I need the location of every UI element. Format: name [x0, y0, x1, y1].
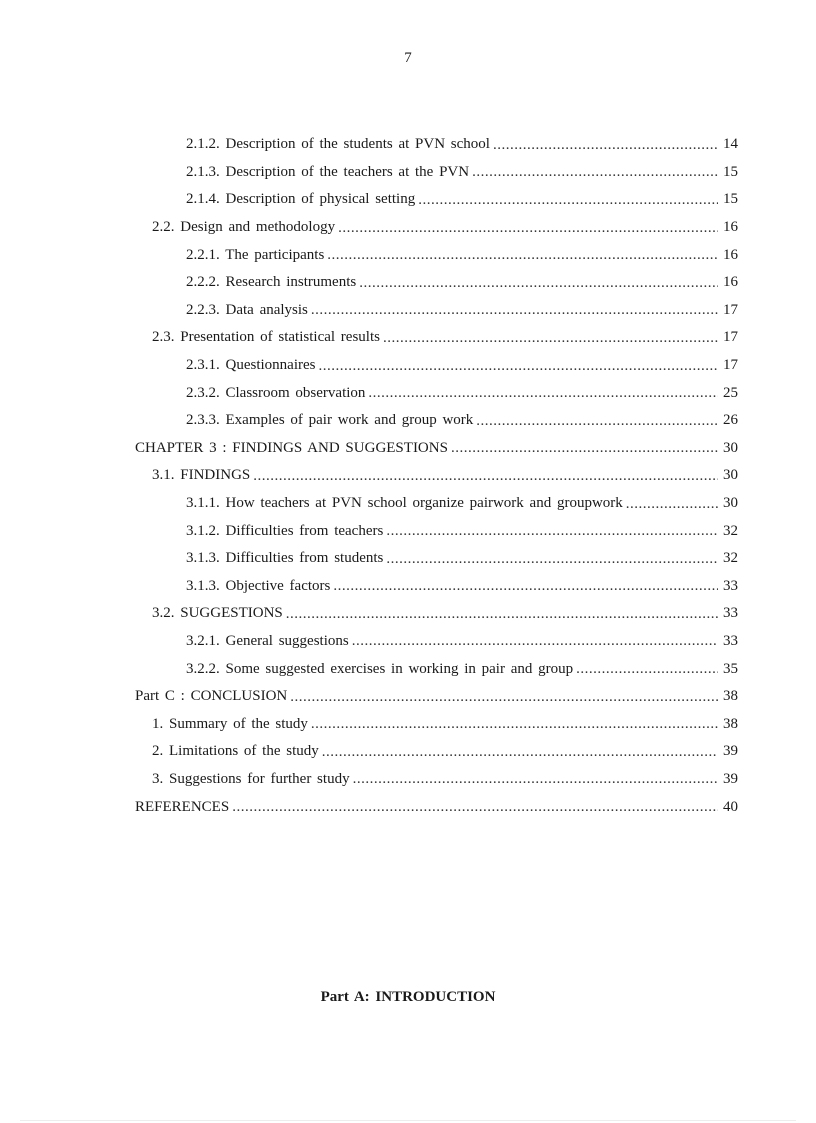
- toc-entry-title: 2.3.2. Classroom observation: [186, 384, 366, 401]
- toc-entry-title: 2.3. Presentation of statistical results: [152, 329, 380, 346]
- toc-entry: [0, 738, 816, 766]
- toc-dot-leader: [232, 798, 718, 816]
- toc-dot-leader: [626, 495, 718, 513]
- toc-entry-title: 2.1.2. Description of the students at PVN school: [186, 136, 490, 153]
- toc-entry-page-number: 16: [723, 246, 738, 263]
- toc-entry-page-number: 16: [723, 274, 738, 291]
- toc-dot-leader: [359, 274, 718, 292]
- toc-entry: [0, 159, 816, 187]
- toc-entry: [0, 600, 816, 628]
- toc-entry: [0, 131, 816, 159]
- toc-entry-title: 3.1.3. Difficulties from students: [186, 550, 384, 567]
- toc-entry: [0, 517, 816, 545]
- toc-dot-leader: [386, 550, 718, 568]
- toc-entry-page-number: 32: [723, 550, 738, 567]
- toc-entry: [0, 683, 816, 711]
- toc-entry: [0, 435, 816, 463]
- toc-dot-leader: [253, 467, 718, 485]
- toc-dot-leader: [472, 163, 718, 181]
- toc-dot-leader: [418, 191, 718, 209]
- toc-entry-page-number: 26: [723, 412, 738, 429]
- toc-entry-page-number: 16: [723, 219, 738, 236]
- toc-entry-title: 3.2.1. General suggestions: [186, 632, 349, 649]
- toc-entry-title: Part C : CONCLUSION: [135, 688, 288, 705]
- toc-dot-leader: [383, 329, 718, 347]
- toc-entry-page-number: 25: [723, 384, 738, 401]
- toc-entry: [0, 573, 816, 601]
- toc-entry-page-number: 33: [723, 605, 738, 622]
- toc-entry-title: 3.2. SUGGESTIONS: [152, 605, 283, 622]
- toc-entry-page-number: 39: [723, 770, 738, 787]
- toc-entry-page-number: 17: [723, 357, 738, 374]
- toc-entry-title: 2.3.3. Examples of pair work and group work: [186, 412, 474, 429]
- table-of-contents: [0, 131, 816, 821]
- toc-entry: [0, 352, 816, 380]
- toc-dot-leader: [368, 384, 718, 402]
- toc-entry-page-number: 33: [723, 577, 738, 594]
- toc-entry-title: 2.2.1. The participants: [186, 246, 325, 263]
- toc-entry-page-number: 15: [723, 191, 738, 208]
- toc-entry: [0, 214, 816, 242]
- toc-entry-title: CHAPTER 3 : FINDINGS AND SUGGESTIONS: [135, 439, 448, 456]
- toc-entry: [0, 241, 816, 269]
- toc-dot-leader: [290, 688, 718, 706]
- toc-entry: [0, 269, 816, 297]
- toc-entry-page-number: 17: [723, 301, 738, 318]
- toc-entry-title: 3.1.2. Difficulties from teachers: [186, 522, 384, 539]
- toc-entry-page-number: 30: [723, 495, 738, 512]
- toc-dot-leader: [386, 522, 718, 540]
- toc-entry: [0, 766, 816, 794]
- toc-dot-leader: [322, 743, 718, 761]
- toc-entry-page-number: 30: [723, 467, 738, 484]
- toc-entry-page-number: 15: [723, 163, 738, 180]
- toc-dot-leader: [333, 577, 718, 595]
- toc-dot-leader: [311, 715, 718, 733]
- toc-entry: [0, 490, 816, 518]
- toc-entry-title: 2.2.2. Research instruments: [186, 274, 357, 291]
- toc-entry-title: 3.2.2. Some suggested exercises in working in pair and group: [186, 660, 574, 677]
- toc-entry-page-number: 40: [723, 798, 738, 815]
- toc-entry-title: 2. Limitations of the study: [152, 743, 319, 760]
- toc-entry: [0, 545, 816, 573]
- toc-entry-page-number: 39: [723, 743, 738, 760]
- toc-entry: [0, 297, 816, 325]
- toc-entry-page-number: 33: [723, 632, 738, 649]
- toc-entry: [0, 655, 816, 683]
- toc-entry: [0, 186, 816, 214]
- toc-entry-title: 3.1.3. Objective factors: [186, 577, 331, 594]
- page-number: 7: [404, 50, 412, 66]
- toc-entry-title: 2.3.1. Questionnaires: [186, 357, 316, 374]
- toc-dot-leader: [327, 246, 718, 264]
- toc-entry-title: 2.1.4. Description of physical setting: [186, 191, 416, 208]
- toc-entry-title: 2.2.3. Data analysis: [186, 301, 308, 318]
- toc-entry-title: 2.1.3. Description of the teachers at the PVN: [186, 163, 470, 180]
- toc-entry-page-number: 17: [723, 329, 738, 346]
- page-bottom-divider: [20, 1120, 796, 1121]
- section-heading: Part A: INTRODUCTION: [320, 989, 496, 1005]
- toc-entry-page-number: 30: [723, 439, 738, 456]
- toc-entry-title: 1. Summary of the study: [152, 715, 308, 732]
- toc-entry-page-number: 32: [723, 522, 738, 539]
- toc-entry-title: 2.2. Design and methodology: [152, 219, 336, 236]
- toc-entry: [0, 628, 816, 656]
- toc-dot-leader: [318, 357, 718, 375]
- toc-entry: [0, 324, 816, 352]
- toc-entry: [0, 462, 816, 490]
- toc-entry: [0, 710, 816, 738]
- toc-dot-leader: [576, 660, 718, 678]
- toc-dot-leader: [286, 605, 718, 623]
- toc-entry-title: REFERENCES: [135, 798, 230, 815]
- toc-dot-leader: [451, 439, 718, 457]
- toc-entry-title: 3. Suggestions for further study: [152, 770, 350, 787]
- toc-entry: [0, 407, 816, 435]
- toc-entry-page-number: 14: [723, 136, 738, 153]
- toc-entry: [0, 793, 816, 821]
- toc-entry-title: 3.1.1. How teachers at PVN school organize pairwork and groupwork: [186, 495, 623, 512]
- toc-dot-leader: [353, 770, 718, 788]
- toc-dot-leader: [352, 632, 718, 650]
- toc-entry-page-number: 38: [723, 715, 738, 732]
- toc-dot-leader: [493, 136, 718, 154]
- toc-dot-leader: [338, 219, 718, 237]
- toc-entry-page-number: 35: [723, 660, 738, 677]
- toc-dot-leader: [476, 412, 718, 430]
- toc-dot-leader: [311, 301, 718, 319]
- toc-entry: [0, 379, 816, 407]
- toc-entry-page-number: 38: [723, 688, 738, 705]
- toc-entry-title: 3.1. FINDINGS: [152, 467, 251, 484]
